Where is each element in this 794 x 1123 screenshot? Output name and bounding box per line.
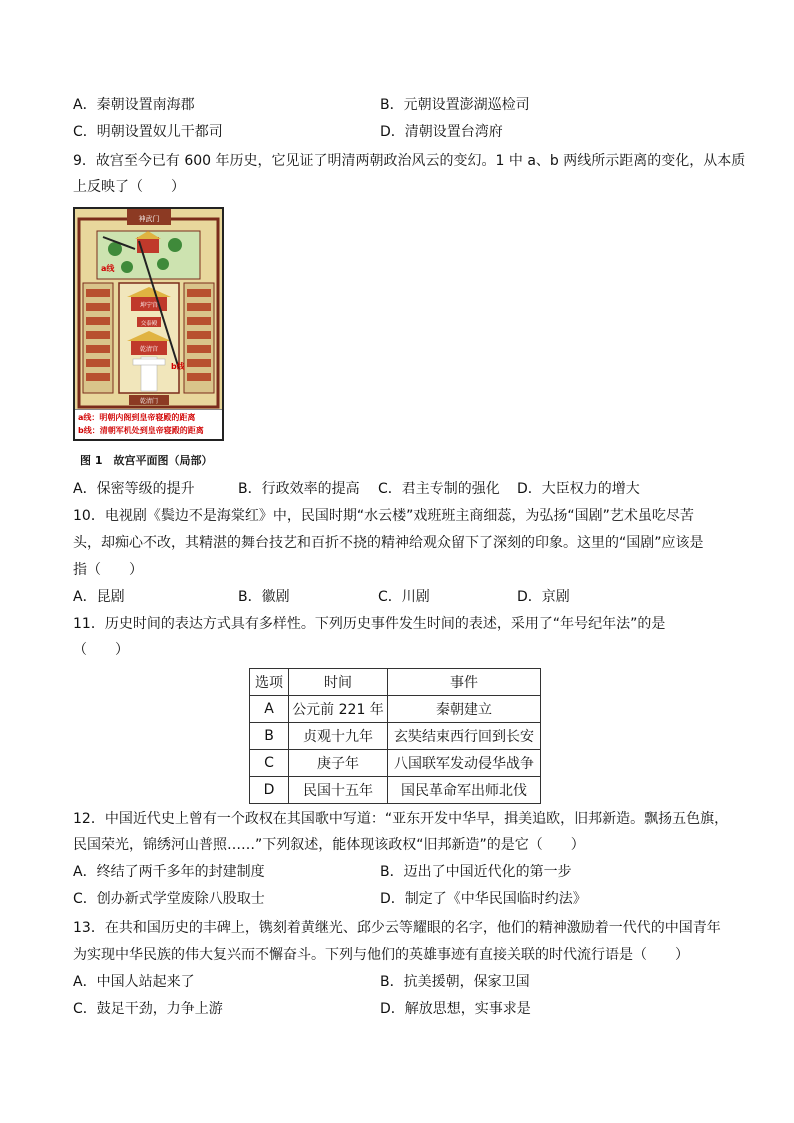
table-cell: C — [250, 750, 289, 777]
q9-option-d: D．大臣权力的增大 — [517, 481, 640, 497]
line-a-label: a线 — [101, 264, 115, 273]
table-cell: D — [250, 777, 289, 804]
table-header-cell: 事件 — [388, 669, 541, 696]
table-row — [250, 696, 541, 723]
q8-option-a: A．秦朝设置南海郡 — [73, 97, 195, 113]
q10-stem-line3: 指（ ） — [73, 562, 143, 578]
q12-option-c: C．创办新式学堂废除八股取士 — [73, 891, 265, 907]
q10-option-c: C．川剧 — [378, 589, 430, 605]
legend-line-a: a线：明朝内阁到皇帝寝殿的距离 — [78, 413, 196, 422]
q10-option-b: B．徽剧 — [238, 589, 290, 605]
q10-stem-line1: 10．电视剧《鬓边不是海棠红》中，民国时期“水云楼”戏班班主商细蕊，为弘扬“国剧”艺术虽吃尽苦 — [73, 508, 694, 524]
q8-option-c: C．明朝设置奴儿干都司 — [73, 124, 223, 140]
q13-option-a: A．中国人站起来了 — [73, 974, 195, 990]
q12-option-a: A．终结了两千多年的封建制度 — [73, 864, 265, 880]
q10-stem-line2: 头，却痴心不改，其精湛的舞台技艺和百折不挠的精神给观众留下了深刻的印象。这里的“国剧”应该是 — [73, 535, 704, 551]
q12-option-b: B．迈出了中国近代化的第一步 — [380, 864, 572, 880]
q9-stem-line1: 9．故宫至今已有 600 年历史，它见证了明清两朝政治风云的变幻。1 中 a、b 两线所示距离的变化，从本质 — [73, 153, 746, 169]
map-legend — [75, 409, 222, 439]
gate-top-label: 神武门 — [138, 215, 160, 223]
q13-option-c: C．鼓足干劲，力争上游 — [73, 1001, 223, 1017]
hall-qianqing-label: 乾清宫 — [139, 346, 159, 353]
table-cell: 民国十五年 — [289, 777, 388, 804]
q9-stem-line2: 上反映了（ ） — [73, 179, 185, 195]
q11-stem-line2: （ ） — [73, 642, 129, 658]
table-cell: B — [250, 723, 289, 750]
map-drawing — [75, 209, 222, 409]
hall-jiaotai-label: 交泰殿 — [140, 321, 158, 327]
forbidden-city-map — [73, 207, 224, 441]
table-cell: 八国联军发动侵华战争 — [388, 750, 541, 777]
table-cell: 玄奘结束西行回到长安 — [388, 723, 541, 750]
q11-stem-line1: 11．历史时间的表达方式具有多样性。下列历史事件发生时间的表述，采用了“年号纪年法”的是 — [73, 616, 666, 632]
table-cell: 贞观十九年 — [289, 723, 388, 750]
legend-line-b: b线：清朝军机处到皇帝寝殿的距离 — [78, 426, 204, 435]
q13-stem-line2: 为实现中华民族的伟大复兴而不懈奋斗。下列与他们的英雄事迹有直接关联的时代流行语是（ ） — [73, 947, 689, 963]
q12-stem-line2: 民国荣光，锦绣河山普照……”下列叙述，能体现该政权“旧邦新造”的是它（ ） — [73, 837, 585, 853]
gate-bottom-label: 乾清门 — [139, 398, 159, 405]
table-header-row — [250, 669, 541, 696]
q8-option-d: D．清朝设置台湾府 — [380, 124, 503, 140]
q9-option-c: C．君主专制的强化 — [378, 481, 500, 497]
table-cell: A — [250, 696, 289, 723]
q12-option-d: D．制定了《中华民国临时约法》 — [380, 891, 587, 907]
table-cell: 庚子年 — [289, 750, 388, 777]
q10-option-d: D．京剧 — [517, 589, 570, 605]
table-row — [250, 777, 541, 804]
table-cell: 秦朝建立 — [388, 696, 541, 723]
q9-option-b: B．行政效率的提高 — [238, 481, 360, 497]
hall-kunning-label: 坤宁宫 — [139, 302, 159, 309]
q13-option-d: D．解放思想，实事求是 — [380, 1001, 531, 1017]
q8-option-b: B．元朝设置澎湖巡检司 — [380, 97, 530, 113]
q11-table — [249, 668, 541, 804]
q13-option-b: B．抗美援朝，保家卫国 — [380, 974, 530, 990]
line-b-label: b线 — [171, 362, 185, 371]
table-cell: 国民革命军出师北伐 — [388, 777, 541, 804]
q12-stem-line1: 12．中国近代史上曾有一个政权在其国歌中写道：“亚东开发中华早，揖美追欧，旧邦新造。飘扬五色旗， — [73, 811, 729, 827]
q10-option-a: A．昆剧 — [73, 589, 125, 605]
figure-caption: 图 1 故宫平面图（局部） — [80, 454, 213, 467]
table-row — [250, 723, 541, 750]
q13-stem-line1: 13．在共和国历史的丰碑上，镌刻着黄继光、邱少云等耀眼的名字，他们的精神激励着一代代的中国青年 — [73, 920, 721, 936]
table-header-cell: 时间 — [289, 669, 388, 696]
table-cell: 公元前 221 年 — [289, 696, 388, 723]
q9-option-a: A．保密等级的提升 — [73, 481, 195, 497]
table-header-cell: 选项 — [250, 669, 289, 696]
table-row — [250, 750, 541, 777]
